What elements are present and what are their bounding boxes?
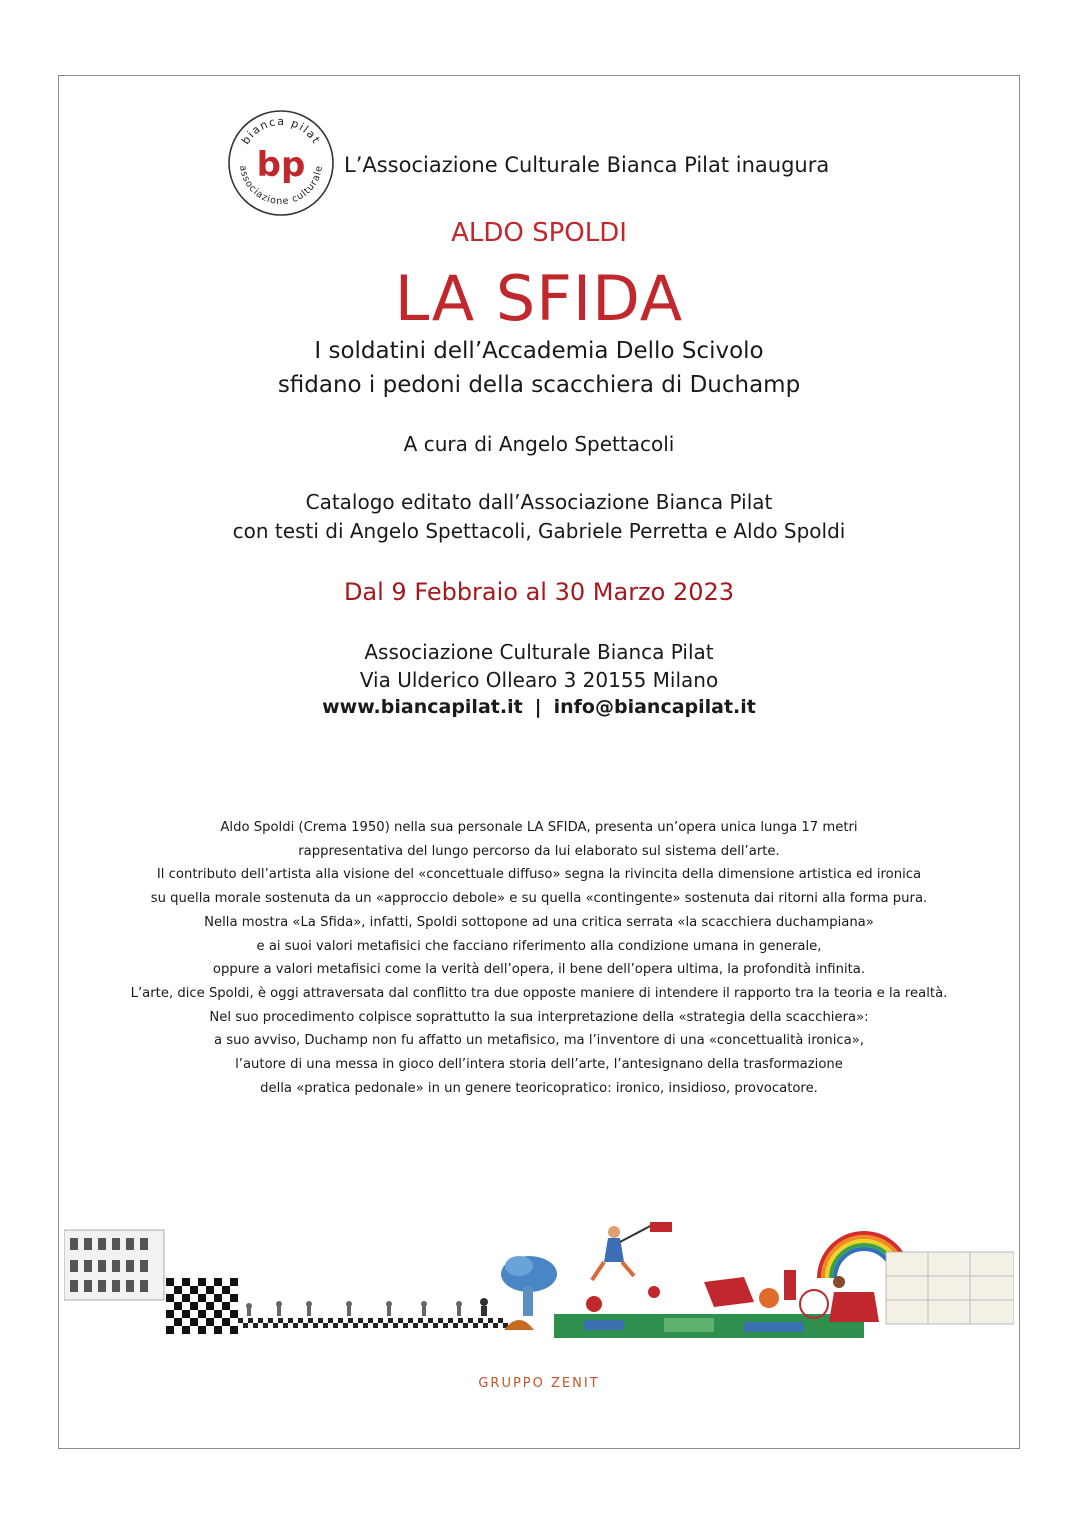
strip-square: [463, 1318, 468, 1323]
sketch-panels-right: [886, 1252, 1014, 1324]
checker-square: [230, 1318, 238, 1326]
strip-square: [283, 1318, 288, 1323]
checker-square: [230, 1286, 238, 1294]
checker-square: [206, 1310, 214, 1318]
strip-square: [248, 1318, 253, 1323]
strip-square: [348, 1318, 353, 1323]
checker-square: [190, 1302, 198, 1310]
strip-square: [438, 1323, 443, 1328]
strip-square: [278, 1323, 283, 1328]
strip-square: [438, 1318, 443, 1323]
strip-square: [268, 1318, 273, 1323]
strip-square: [353, 1323, 358, 1328]
strip-square: [363, 1323, 368, 1328]
strip-square: [453, 1323, 458, 1328]
checker-square: [214, 1326, 222, 1334]
strip-square: [398, 1323, 403, 1328]
strip-square: [398, 1318, 403, 1323]
strip-square: [343, 1323, 348, 1328]
checker-square: [166, 1278, 174, 1286]
strip-square: [313, 1323, 318, 1328]
strip-square: [373, 1323, 378, 1328]
checker-square: [230, 1326, 238, 1334]
strip-square: [448, 1318, 453, 1323]
artist-name: ALDO SPOLDI: [451, 218, 627, 248]
checker-square: [198, 1326, 206, 1334]
description-line: L’arte, dice Spoldi, è oggi attraversata dal conflitto tra due opposte maniere di intendere il rapporto tra la teoria e la realtà.: [130, 985, 948, 1001]
strip-square: [328, 1323, 333, 1328]
checker-square: [166, 1302, 174, 1310]
contact-line: [0, 696, 1078, 718]
strip-square: [393, 1318, 398, 1323]
strip-square: [483, 1318, 488, 1323]
strip-square: [303, 1323, 308, 1328]
checkerboard: [166, 1278, 238, 1334]
checker-square: [166, 1286, 174, 1294]
strip-square: [328, 1318, 333, 1323]
strip-square: [418, 1323, 423, 1328]
intro-text: L’Associazione Culturale Bianca Pilat inaugura: [344, 153, 830, 177]
checker-square: [222, 1294, 230, 1302]
strip-square: [323, 1318, 328, 1323]
strip-square: [303, 1318, 308, 1323]
strip-square: [308, 1318, 313, 1323]
sponsor-logo: GRUPPO ZENIT: [478, 1376, 600, 1391]
bianca-pilat-logo: [226, 108, 336, 218]
strip-square: [293, 1323, 298, 1328]
exhibition-title: LA SFIDA: [394, 262, 684, 335]
logo-ring-bottom: associazione culturale: [236, 164, 326, 208]
checker-square: [190, 1278, 198, 1286]
strip-square: [308, 1323, 313, 1328]
strip-square: [378, 1323, 383, 1328]
strip-square: [378, 1318, 383, 1323]
strip-square: [488, 1323, 493, 1328]
checker-square: [190, 1310, 198, 1318]
description-line: Nella mostra «La Sfida», infatti, Spoldi sottopone ad una critica serrata «la scacchiera duchampiana»: [204, 914, 874, 930]
checker-square: [198, 1302, 206, 1310]
description-line: Il contributo dell’artista alla visione del «concettuale diffuso» segna la rivincita della dimensione artistica ed ironica: [156, 867, 922, 883]
strip-square: [428, 1323, 433, 1328]
strip-square: [473, 1323, 478, 1328]
strip-square: [458, 1323, 463, 1328]
strip-square: [263, 1323, 268, 1328]
website-link[interactable]: www.biancapilat.it: [322, 696, 523, 718]
strip-square: [243, 1318, 248, 1323]
checker-square: [206, 1318, 214, 1326]
logo-ring-top: bianca pilat: [238, 114, 324, 147]
strip-square: [268, 1323, 273, 1328]
strip-square: [363, 1318, 368, 1323]
strip-square: [408, 1318, 413, 1323]
strip-square: [288, 1323, 293, 1328]
checker-square: [214, 1286, 222, 1294]
strip-square: [253, 1318, 258, 1323]
description-text: [0, 816, 1078, 1100]
checker-square: [222, 1318, 230, 1326]
strip-square: [393, 1323, 398, 1328]
strip-square: [258, 1323, 263, 1328]
strip-square: [373, 1318, 378, 1323]
checker-square: [198, 1310, 206, 1318]
checker-square: [182, 1318, 190, 1326]
strip-square: [383, 1323, 388, 1328]
strip-square: [348, 1323, 353, 1328]
checker-square: [198, 1278, 206, 1286]
strip-square: [443, 1323, 448, 1328]
checker-square: [166, 1294, 174, 1302]
checker-square: [222, 1286, 230, 1294]
strip-square: [243, 1323, 248, 1328]
running-figure-with-flag: [592, 1222, 672, 1280]
strip-square: [273, 1323, 278, 1328]
strip-square: [293, 1318, 298, 1323]
strip-square: [318, 1323, 323, 1328]
strip-square: [413, 1318, 418, 1323]
checker-square: [190, 1326, 198, 1334]
strip-square: [428, 1318, 433, 1323]
strip-square: [358, 1323, 363, 1328]
curator-credit: A cura di Angelo Spettacoli: [403, 432, 675, 456]
strip-square: [443, 1318, 448, 1323]
checker-square: [166, 1318, 174, 1326]
checker-square: [190, 1286, 198, 1294]
description-line: l’autore di una messa in gioco dell’intera storia dell’arte, l’antesignano della trasformazione: [235, 1057, 843, 1073]
checker-square: [206, 1294, 214, 1302]
strip-square: [413, 1323, 418, 1328]
checker-square: [222, 1278, 230, 1286]
strip-square: [478, 1323, 483, 1328]
strip-square: [383, 1318, 388, 1323]
description-line: a suo avviso, Duchamp non fu affatto un metafisico, ma l’inventore di una «concettualità ironica»,: [213, 1033, 865, 1049]
strip-square: [468, 1318, 473, 1323]
sketch-panels-left: [64, 1230, 164, 1300]
piano-player: [829, 1276, 879, 1322]
checker-square: [174, 1326, 182, 1334]
checker-square: [174, 1310, 182, 1318]
strip-square: [288, 1318, 293, 1323]
checker-square: [166, 1310, 174, 1318]
strip-square: [473, 1318, 478, 1323]
email-link[interactable]: info@biancapilat.it: [553, 696, 756, 718]
strip-square: [298, 1323, 303, 1328]
checker-square: [190, 1318, 198, 1326]
mushroom-cloud: [501, 1256, 557, 1330]
strip-square: [318, 1318, 323, 1323]
strip-square: [483, 1323, 488, 1328]
strip-square: [498, 1318, 503, 1323]
strip-square: [448, 1323, 453, 1328]
pawn-figures: [246, 1298, 488, 1316]
checker-square: [182, 1302, 190, 1310]
checker-square: [166, 1326, 174, 1334]
strip-square: [423, 1318, 428, 1323]
checker-square: [230, 1310, 238, 1318]
description-line: della «pratica pedonale» in un genere teoricopratico: ironico, insidioso, provocatore.: [260, 1080, 818, 1096]
strip-square: [298, 1318, 303, 1323]
contact-separator: |: [534, 696, 542, 718]
description-line: su quella morale sostenuta da un «approccio debole» e su quella «contingente» sostenuta dai ritorni alla forma pura.: [150, 891, 928, 907]
strip-square: [503, 1318, 508, 1323]
checker-square: [214, 1294, 222, 1302]
checker-square: [174, 1286, 182, 1294]
checker-square: [222, 1302, 230, 1310]
strip-square: [238, 1323, 243, 1328]
red-figures: [586, 1270, 828, 1318]
description-line: Aldo Spoldi (Crema 1950) nella sua personale LA SFIDA, presenta un’opera unica lunga 17 metri: [220, 820, 858, 835]
strip-square: [403, 1318, 408, 1323]
checker-square: [206, 1302, 214, 1310]
description-line: Nel suo procedimento colpisce soprattutto la sua interpretazione della «strategia della scacchiera»:: [209, 1009, 869, 1025]
checker-square: [214, 1310, 222, 1318]
strip-square: [403, 1323, 408, 1328]
checker-square: [182, 1326, 190, 1334]
strip-square: [463, 1323, 468, 1328]
strip-square: [493, 1323, 498, 1328]
strip-square: [238, 1318, 243, 1323]
strip-square: [433, 1323, 438, 1328]
chess-strip: [238, 1318, 508, 1328]
strip-square: [253, 1323, 258, 1328]
strip-square: [358, 1318, 363, 1323]
checker-square: [182, 1310, 190, 1318]
subtitle-line-1: I soldatini dell’Accademia Dello Scivolo: [314, 338, 764, 364]
checker-square: [222, 1326, 230, 1334]
checker-square: [222, 1310, 230, 1318]
logo-monogram: bp: [256, 145, 306, 185]
strip-square: [273, 1318, 278, 1323]
strip-square: [488, 1318, 493, 1323]
exhibition-dates: Dal 9 Febbraio al 30 Marzo 2023: [343, 578, 735, 606]
catalog-line-1: Catalogo editato dall’Associazione Bianca Pilat: [305, 490, 773, 514]
checker-square: [174, 1302, 182, 1310]
subtitle-line-2: sfidano i pedoni della scacchiera di Duchamp: [277, 372, 801, 398]
description-line: e ai suoi valori metafisici che facciano riferimento alla condizione umana in generale,: [256, 938, 822, 954]
strip-square: [418, 1318, 423, 1323]
strip-square: [278, 1318, 283, 1323]
strip-square: [468, 1323, 473, 1328]
venue-name: Associazione Culturale Bianca Pilat: [364, 640, 714, 664]
strip-square: [408, 1323, 413, 1328]
checker-square: [214, 1318, 222, 1326]
strip-square: [313, 1318, 318, 1323]
checker-square: [206, 1278, 214, 1286]
venue-address: Via Ulderico Ollearo 3 20155 Milano: [359, 668, 719, 692]
checker-square: [174, 1318, 182, 1326]
checker-square: [214, 1278, 222, 1286]
strip-square: [333, 1323, 338, 1328]
strip-square: [258, 1318, 263, 1323]
checker-square: [230, 1302, 238, 1310]
strip-square: [388, 1323, 393, 1328]
strip-square: [433, 1318, 438, 1323]
checker-square: [230, 1294, 238, 1302]
strip-square: [333, 1318, 338, 1323]
strip-square: [423, 1323, 428, 1328]
strip-square: [368, 1318, 373, 1323]
checker-square: [182, 1278, 190, 1286]
artwork-band-illustration: [64, 1222, 1014, 1348]
checker-square: [206, 1286, 214, 1294]
strip-square: [498, 1323, 503, 1328]
checker-square: [182, 1294, 190, 1302]
strip-square: [388, 1318, 393, 1323]
strip-square: [458, 1318, 463, 1323]
catalog-line-2: con testi di Angelo Spettacoli, Gabriele Perretta e Aldo Spoldi: [232, 519, 846, 543]
description-line: oppure a valori metafisici come la verità dell’opera, il bene dell’opera ultima, la profondità infinita.: [212, 962, 866, 978]
strip-square: [493, 1318, 498, 1323]
strip-square: [338, 1323, 343, 1328]
checker-square: [174, 1294, 182, 1302]
description-line: rappresentativa del lungo percorso da lui elaborato sul sistema dell’arte.: [298, 843, 780, 859]
checker-square: [230, 1278, 238, 1286]
strip-square: [283, 1323, 288, 1328]
strip-square: [478, 1318, 483, 1323]
strip-square: [343, 1318, 348, 1323]
checker-square: [182, 1286, 190, 1294]
checker-square: [198, 1294, 206, 1302]
strip-square: [248, 1323, 253, 1328]
checker-square: [206, 1326, 214, 1334]
strip-square: [263, 1318, 268, 1323]
checker-square: [190, 1294, 198, 1302]
strip-square: [353, 1318, 358, 1323]
checker-square: [198, 1286, 206, 1294]
strip-square: [323, 1323, 328, 1328]
strip-square: [338, 1318, 343, 1323]
checker-square: [214, 1302, 222, 1310]
strip-square: [453, 1318, 458, 1323]
checker-square: [174, 1278, 182, 1286]
checker-square: [198, 1318, 206, 1326]
strip-square: [368, 1323, 373, 1328]
